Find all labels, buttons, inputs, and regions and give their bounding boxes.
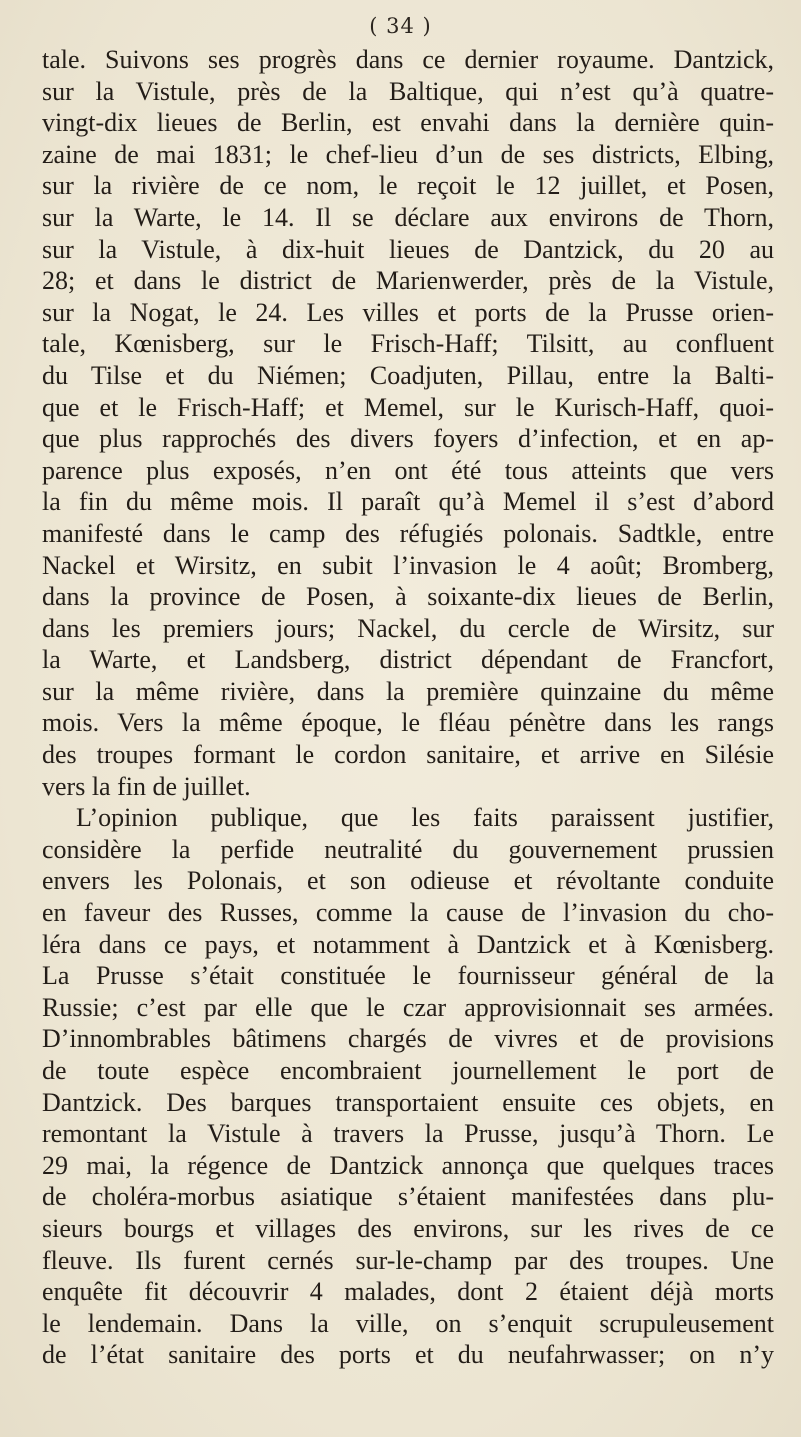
- text-line: mois. Vers la même époque, le fléau pénètre dans les rangs: [42, 708, 774, 738]
- paragraph: [42, 802, 774, 1371]
- body-text: [42, 44, 774, 1371]
- text-line: dans les premiers jours; Nackel, du cercle de Wirsitz, sur: [42, 613, 774, 643]
- text-line: zaine de mai 1831; le chef-lieu d’un de ses districts, Elbing,: [42, 139, 774, 169]
- text-line: sur la rivière de ce nom, le reçoit le 12 juillet, et Posen,: [42, 171, 774, 201]
- text-line: tale, Kœnisberg, sur le Frisch-Haff; Tilsitt, au confluent: [42, 329, 774, 359]
- text-line: du Tilse et du Niémen; Coadjuten, Pillau, entre la Balti-: [42, 360, 774, 390]
- text-line: sieurs bourgs et villages des environs, sur les rives de ce: [42, 1213, 774, 1243]
- text-line: 28; et dans le district de Marienwerder, près de la Vistule,: [42, 266, 774, 296]
- text-line: remontant la Vistule à travers la Prusse, jusqu’à Thorn. Le: [42, 1119, 774, 1149]
- text-line: de l’état sanitaire des ports et du neufahrwasser; on n’y: [42, 1340, 774, 1370]
- paragraph: [42, 44, 774, 802]
- text-line: en faveur des Russes, comme la cause de l’invasion du cho-: [42, 898, 774, 928]
- text-line: 29 mai, la régence de Dantzick annonça que quelques traces: [42, 1150, 774, 1180]
- text-line: sur la même rivière, dans la première quinzaine du même: [42, 676, 774, 706]
- text-line: fleuve. Ils furent cernés sur-le-champ par des troupes. Une: [42, 1245, 774, 1275]
- text-line: Dantzick. Des barques transportaient ensuite ces objets, en: [42, 1087, 774, 1117]
- text-line: sur la Nogat, le 24. Les villes et ports de la Prusse orien-: [42, 297, 774, 327]
- page-number: ( 34 ): [369, 14, 432, 38]
- text-line: dans la province de Posen, à soixante-dix lieues de Berlin,: [42, 582, 774, 612]
- text-line: léra dans ce pays, et notamment à Dantzick et à Kœnisberg.: [42, 929, 774, 959]
- text-line: la Warte, et Landsberg, district dépendant de Francfort,: [42, 645, 774, 675]
- text-line: de toute espèce encombraient journellement le port de: [42, 1056, 774, 1085]
- text-line: considère la perfide neutralité du gouvernement prussien: [42, 834, 774, 864]
- text-line: vers la fin de juillet.: [42, 771, 251, 801]
- text-line: la fin du même mois. Il paraît qu’à Memel il s’est d’abord: [42, 487, 774, 517]
- text-line: enquête fit découvrir 4 malades, dont 2 étaient déjà morts: [42, 1277, 774, 1307]
- text-line: vingt-dix lieues de Berlin, est envahi dans la dernière quin-: [42, 108, 774, 138]
- text-line: sur la Vistule, à dix-huit lieues de Dantzick, du 20 au: [42, 234, 774, 264]
- text-line: de choléra-morbus asiatique s’étaient manifestées dans plu-: [42, 1182, 774, 1212]
- text-line: Russie; c’est par elle que le czar approvisionnait ses armées.: [42, 992, 774, 1022]
- text-line: sur la Warte, le 14. Il se déclare aux environs de Thorn,: [42, 202, 774, 232]
- text-line: des troupes formant le cordon sanitaire, et arrive en Silésie: [42, 740, 774, 770]
- text-line: sur la Vistule, près de la Baltique, qui n’est qu’à quatre-: [42, 76, 774, 106]
- text-line: La Prusse s’était constituée le fournisseur général de la: [42, 961, 774, 991]
- text-line: que et le Frisch-Haff; et Memel, sur le Kurisch-Haff, quoi-: [42, 392, 774, 422]
- text-line: tale. Suivons ses progrès dans ce dernier royaume. Dantzick,: [42, 45, 774, 74]
- text-line: D’innombrables bâtimens chargés de vivres et de provisions: [42, 1024, 774, 1054]
- text-line: envers les Polonais, et son odieuse et révoltante conduite: [42, 866, 774, 896]
- text-line: que plus rapprochés des divers foyers d’infection, et en ap-: [42, 424, 774, 454]
- text-line: L’opinion publique, que les faits paraissent justifier,: [76, 803, 774, 833]
- text-line: le lendemain. Dans la ville, on s’enquit scrupuleusement: [42, 1308, 774, 1338]
- text-line: Nackel et Wirsitz, en subit l’invasion le 4 août; Bromberg,: [42, 550, 774, 580]
- text-line: manifesté dans le camp des réfugiés polonais. Sadtkle, entre: [42, 518, 774, 548]
- text-line: parence plus exposés, n’en ont été tous atteints que vers: [42, 455, 774, 485]
